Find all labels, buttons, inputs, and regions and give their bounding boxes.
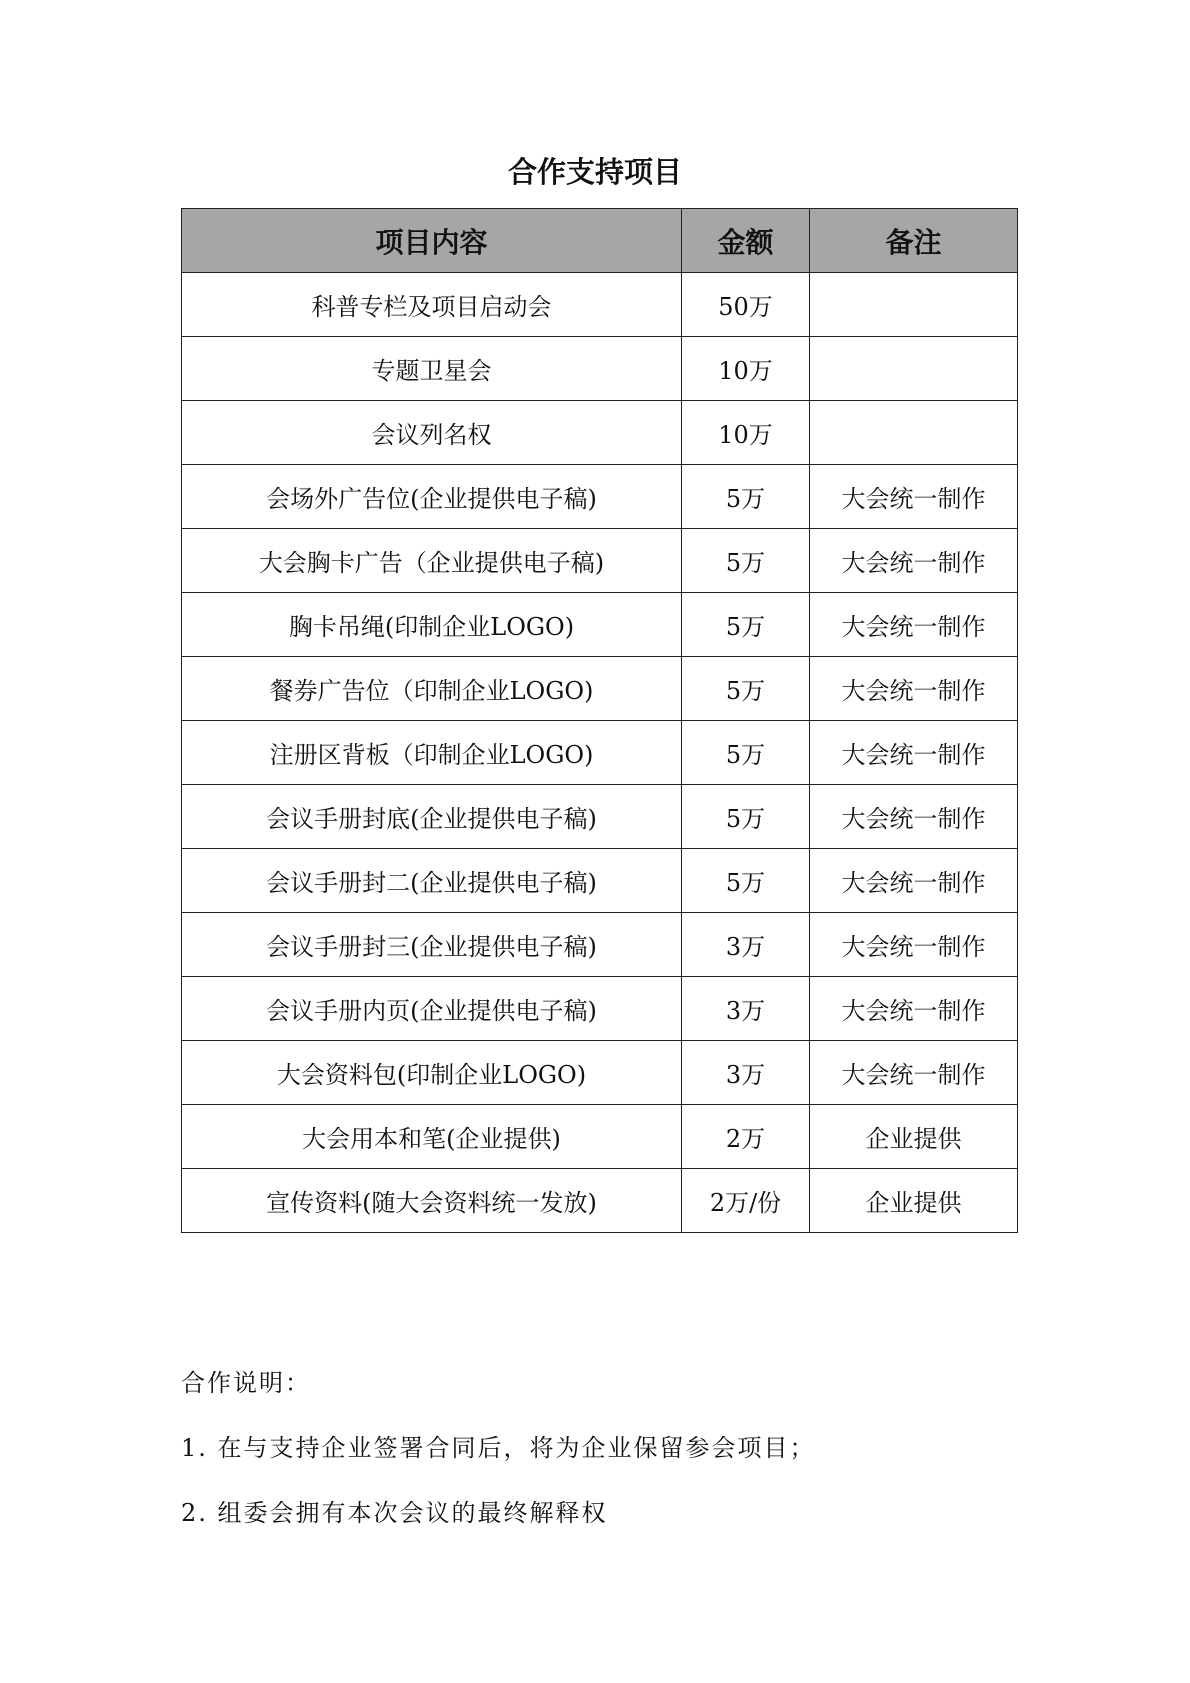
item-content-cell: 会议手册封三(企业提供电子稿) bbox=[182, 913, 682, 977]
amount-cell: 5万 bbox=[682, 593, 810, 657]
table-row bbox=[182, 913, 1018, 977]
amount-cell: 10万 bbox=[682, 337, 810, 401]
item-content-cell: 大会资料包(印制企业LOGO) bbox=[182, 1041, 682, 1105]
item-content-cell: 注册区背板（印制企业LOGO) bbox=[182, 721, 682, 785]
table-row bbox=[182, 849, 1018, 913]
amount-cell: 3万 bbox=[682, 913, 810, 977]
table-row bbox=[182, 1169, 1018, 1233]
header-item-content: 项目内容 bbox=[182, 209, 682, 273]
table-row bbox=[182, 1105, 1018, 1169]
remarks-cell bbox=[810, 337, 1018, 401]
cooperation-notes bbox=[181, 1363, 1081, 1558]
item-content-cell: 宣传资料(随大会资料统一发放) bbox=[182, 1169, 682, 1233]
remarks-cell bbox=[810, 401, 1018, 465]
remarks-cell: 大会统一制作 bbox=[810, 785, 1018, 849]
item-content-cell: 大会用本和笔(企业提供) bbox=[182, 1105, 682, 1169]
item-content-cell: 会议手册封底(企业提供电子稿) bbox=[182, 785, 682, 849]
remarks-cell: 企业提供 bbox=[810, 1105, 1018, 1169]
remarks-cell: 大会统一制作 bbox=[810, 657, 1018, 721]
table-row bbox=[182, 785, 1018, 849]
table-row bbox=[182, 977, 1018, 1041]
item-content-cell: 胸卡吊绳(印制企业LOGO) bbox=[182, 593, 682, 657]
item-content-cell: 餐券广告位（印制企业LOGO) bbox=[182, 657, 682, 721]
remarks-cell: 大会统一制作 bbox=[810, 849, 1018, 913]
remarks-cell bbox=[810, 273, 1018, 337]
amount-cell: 5万 bbox=[682, 529, 810, 593]
amount-cell: 3万 bbox=[682, 1041, 810, 1105]
remarks-cell: 大会统一制作 bbox=[810, 1041, 1018, 1105]
item-content-cell: 会议列名权 bbox=[182, 401, 682, 465]
remarks-cell: 大会统一制作 bbox=[810, 721, 1018, 785]
table-row bbox=[182, 657, 1018, 721]
header-remarks: 备注 bbox=[810, 209, 1018, 273]
amount-cell: 5万 bbox=[682, 849, 810, 913]
table-row bbox=[182, 1041, 1018, 1105]
item-content-cell: 会议手册内页(企业提供电子稿) bbox=[182, 977, 682, 1041]
amount-cell: 5万 bbox=[682, 657, 810, 721]
remarks-cell: 企业提供 bbox=[810, 1169, 1018, 1233]
amount-cell: 50万 bbox=[682, 273, 810, 337]
page-title: 合作支持项目 bbox=[507, 155, 682, 189]
amount-cell: 5万 bbox=[682, 465, 810, 529]
amount-cell: 5万 bbox=[682, 785, 810, 849]
table-row bbox=[182, 593, 1018, 657]
amount-cell: 3万 bbox=[682, 977, 810, 1041]
sponsorship-table bbox=[181, 208, 1018, 1233]
remarks-cell: 大会统一制作 bbox=[810, 977, 1018, 1041]
table-header-row bbox=[182, 209, 1018, 273]
item-content-cell: 会场外广告位(企业提供电子稿) bbox=[182, 465, 682, 529]
table-row bbox=[182, 401, 1018, 465]
item-content-cell: 会议手册封二(企业提供电子稿) bbox=[182, 849, 682, 913]
table-body bbox=[182, 273, 1018, 1233]
item-content-cell: 科普专栏及项目启动会 bbox=[182, 273, 682, 337]
amount-cell: 2万 bbox=[682, 1105, 810, 1169]
header-amount: 金额 bbox=[682, 209, 810, 273]
amount-cell: 2万/份 bbox=[682, 1169, 810, 1233]
table-row bbox=[182, 465, 1018, 529]
table-row bbox=[182, 529, 1018, 593]
remarks-cell: 大会统一制作 bbox=[810, 529, 1018, 593]
notes-heading: 合作说明： bbox=[181, 1369, 311, 1397]
amount-cell: 5万 bbox=[682, 721, 810, 785]
amount-cell: 10万 bbox=[682, 401, 810, 465]
remarks-cell: 大会统一制作 bbox=[810, 913, 1018, 977]
table-row bbox=[182, 337, 1018, 401]
notes-item: 2. 组委会拥有本次会议的最终解释权 bbox=[181, 1499, 608, 1527]
table-row bbox=[182, 273, 1018, 337]
table-row bbox=[182, 721, 1018, 785]
item-content-cell: 大会胸卡广告（企业提供电子稿) bbox=[182, 529, 682, 593]
remarks-cell: 大会统一制作 bbox=[810, 465, 1018, 529]
item-content-cell: 专题卫星会 bbox=[182, 337, 682, 401]
remarks-cell: 大会统一制作 bbox=[810, 593, 1018, 657]
notes-item: 1. 在与支持企业签署合同后，将为企业保留参会项目； bbox=[181, 1434, 816, 1462]
